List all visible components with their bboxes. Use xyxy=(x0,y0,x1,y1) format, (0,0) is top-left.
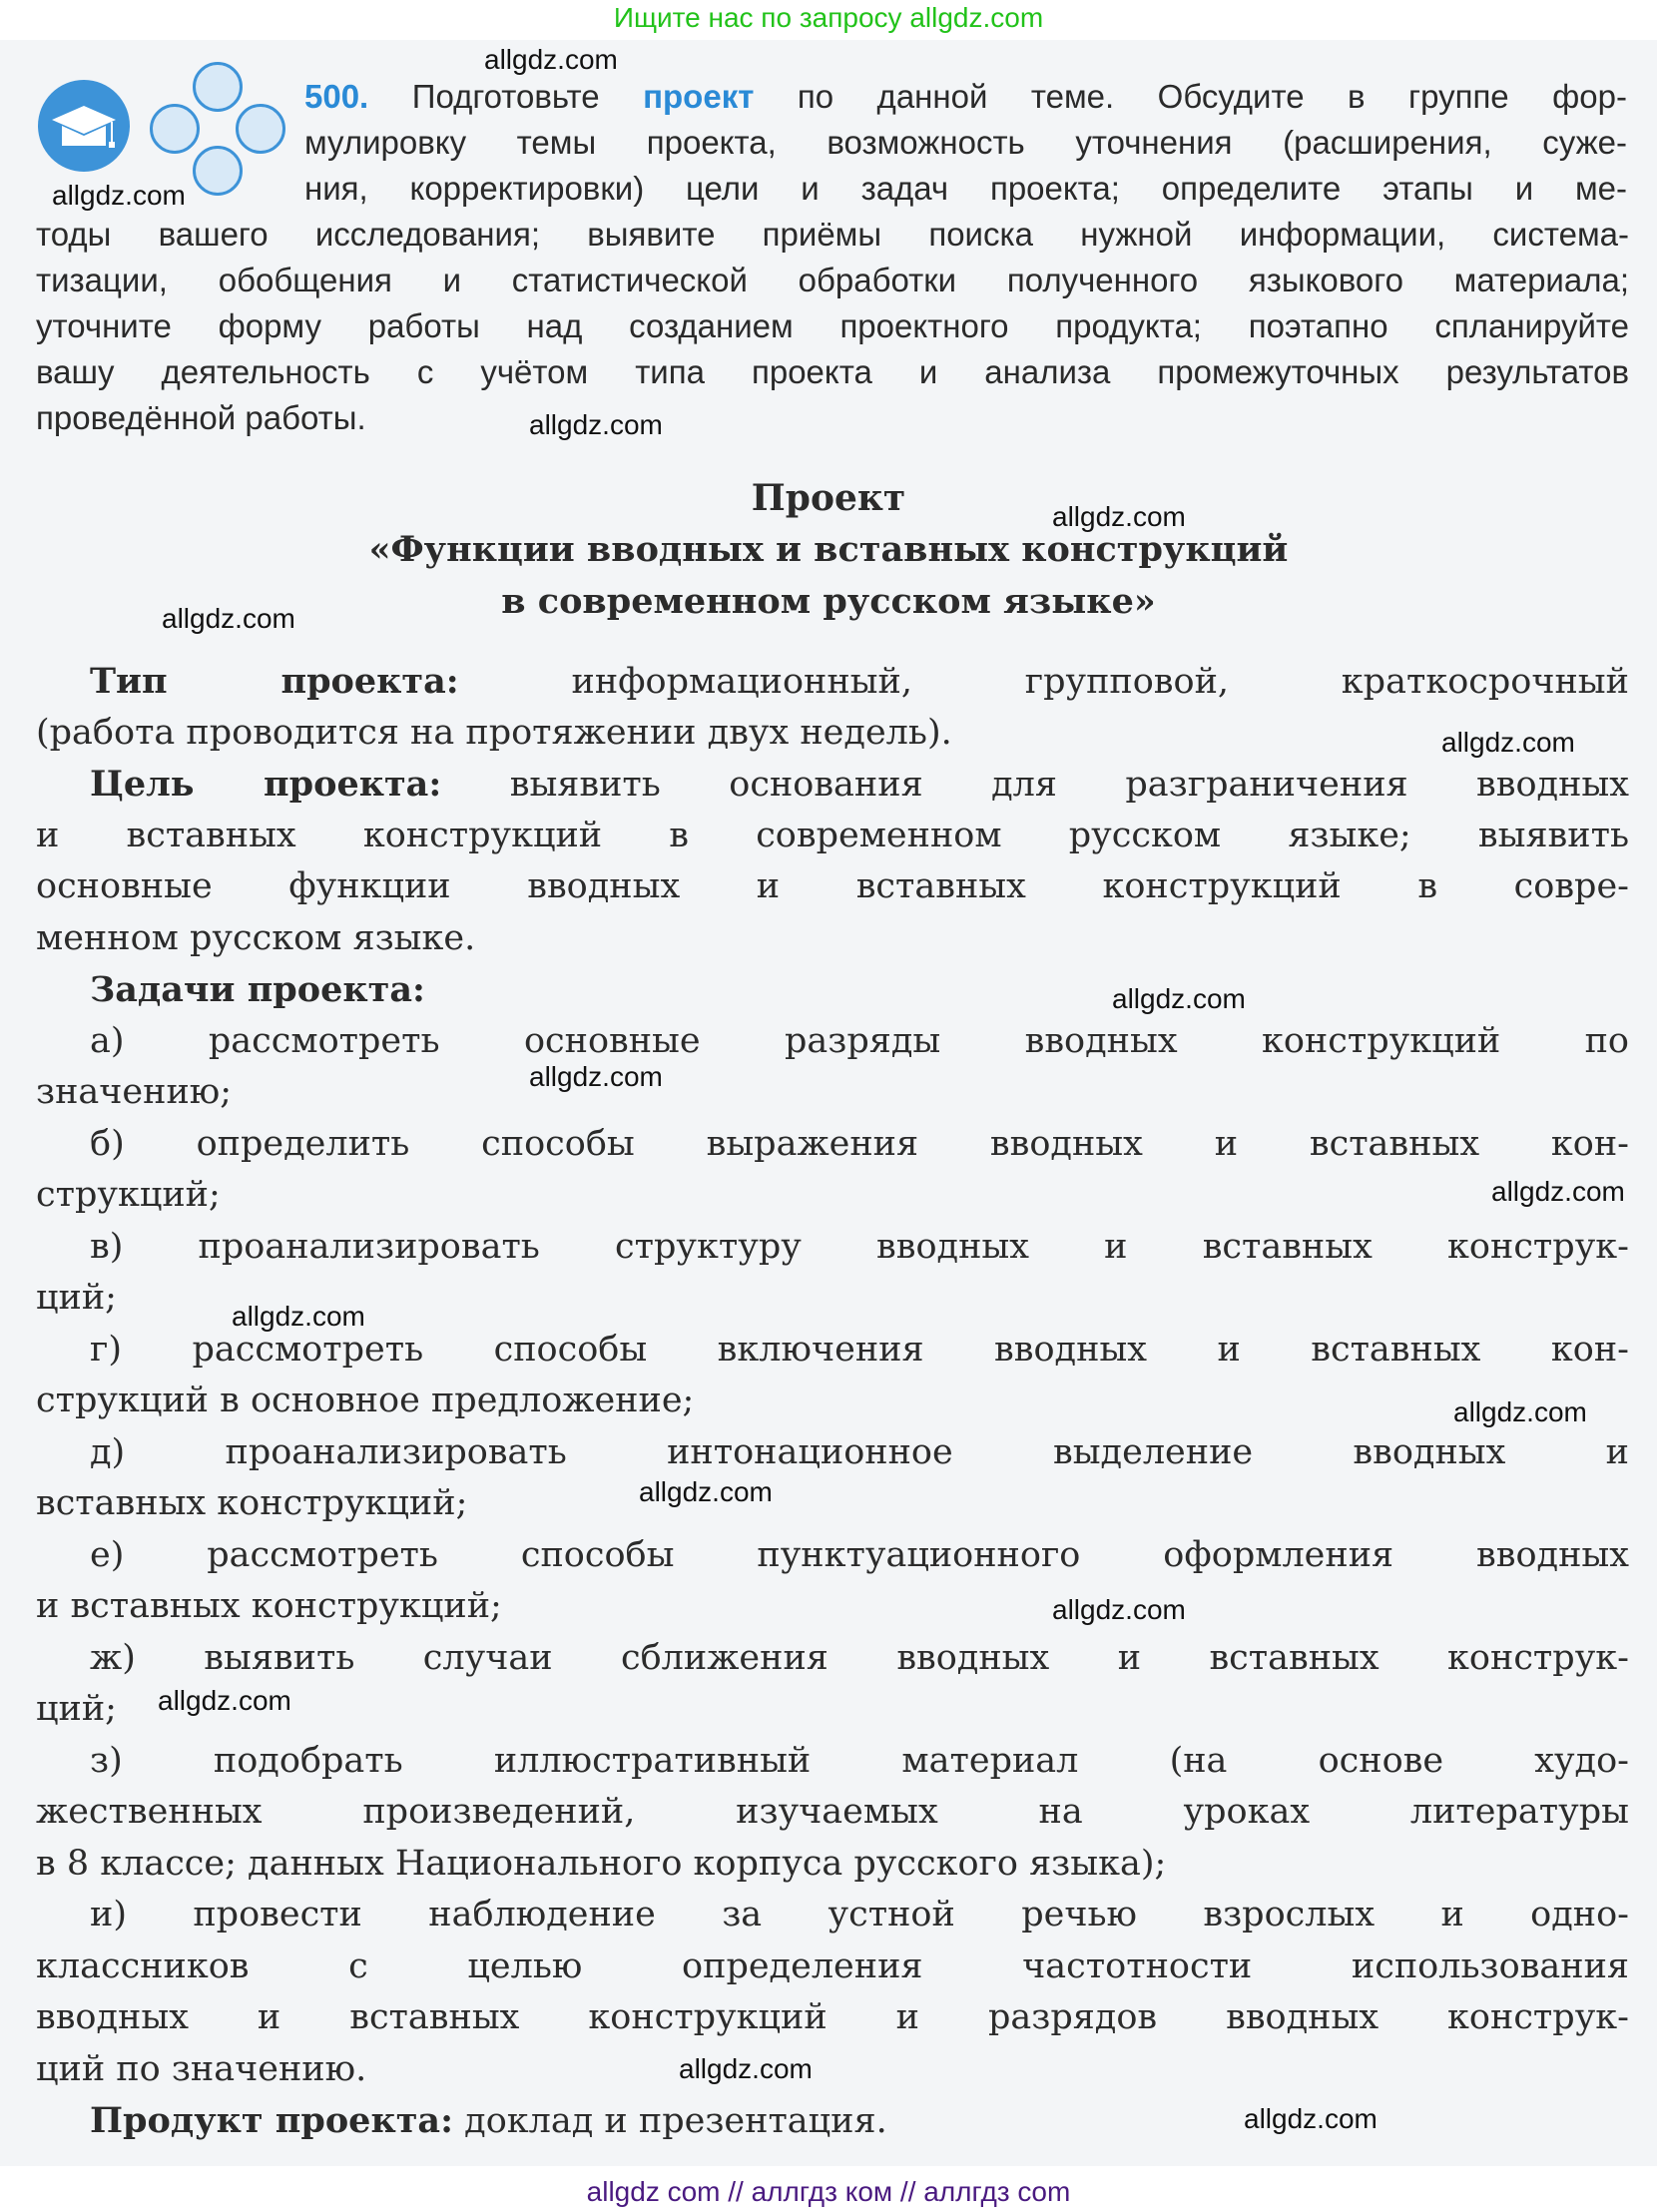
watermark: allgdz.com xyxy=(1244,2103,1378,2134)
task-v: в) проанализировать структуру вводных и вставных конструк- xyxy=(90,1226,1629,1267)
task-zh: ж) выявить случаи сближения вводных и вставных конструк- xyxy=(90,1637,1629,1678)
project-title-line-1: «Функции вводных и вставных конструкций xyxy=(368,529,1289,570)
watermark: allgdz.com xyxy=(162,603,295,634)
top-banner[interactable]: Ищите нас по запросу allgdz.com xyxy=(613,2,1044,33)
watermark: allgdz.com xyxy=(52,180,186,211)
project-heading: Проект xyxy=(751,477,906,519)
exercise-line-3: ния, корректировки) цели и задач проекта; определите этапы и ме- xyxy=(304,170,1627,207)
watermark: allgdz.com xyxy=(529,1061,663,1092)
watermark: allgdz.com xyxy=(529,409,663,440)
bottom-banner[interactable]: allgdz com // аллгдз ком // аллгдз com xyxy=(586,2176,1071,2207)
graduation-cap-icon xyxy=(38,80,130,172)
exercise-line-1: 500. Подготовьте проект по данной теме. Обсудите в группе фор- xyxy=(304,78,1627,115)
exercise-line-2: мулировку темы проекта, возможность уточнения (расширения, суже- xyxy=(304,124,1627,161)
task-e: е) рассмотреть способы пунктуационного оформления вводных xyxy=(90,1534,1629,1575)
watermark: allgdz.com xyxy=(1491,1176,1625,1207)
exercise-number: 500. xyxy=(304,78,369,115)
exercise-line-7: вашу деятельность с учётом типа проекта и анализа промежуточных результатов xyxy=(36,353,1629,390)
watermark: allgdz.com xyxy=(232,1301,365,1332)
task-z: з) подобрать иллюстративный материал (на основе худо- xyxy=(90,1740,1629,1781)
watermark: allgdz.com xyxy=(1052,501,1186,532)
exercise-continued xyxy=(36,212,1629,441)
task-b: б) определить способы выражения вводных и вставных кон- xyxy=(90,1123,1629,1164)
watermark: allgdz.com xyxy=(679,2053,813,2084)
group-discussion-faces-icon xyxy=(150,62,279,192)
watermark: allgdz.com xyxy=(158,1685,291,1716)
task-d: д) проанализировать интонационное выделение вводных и xyxy=(90,1431,1629,1472)
exercise-line-4: тоды вашего исследования; выявите приёмы поиска нужной информации, система- xyxy=(36,216,1629,253)
project-title-line-2: в современном русском языке» xyxy=(501,581,1156,622)
project-tasks-label: Задачи проекта: xyxy=(90,969,425,1010)
watermark: allgdz.com xyxy=(484,44,618,75)
watermark: allgdz.com xyxy=(1453,1396,1587,1427)
task-a: а) рассмотреть основные разряды вводных конструкций по xyxy=(90,1020,1629,1061)
watermark: allgdz.com xyxy=(1112,983,1246,1014)
watermark: allgdz.com xyxy=(1441,727,1575,758)
project-body: Тип проекта: информационный, групповой, краткосрочный (работа проводится на протяжении двух недель). Цель проекта: выявить основания для разграничения вводных и вставных конструкций в современном русском языке; выявить основные функции вводных и вставных конструкций в совре- менном русском языке. Задачи проекта: а) рассмотреть основные разряды вводных конструкций по значению; б) определить способы выражения вводных и вставных кон- струкций; в) проанализировать структуру вводных и вставных конструк- ций; г) рассмотреть способы включения вводных и вставных кон- струкций в основное предложение; д) проанализировать интонационное выделение вводных и вставных конструкций; е) рассмотреть способы пунктуационного оформления вводных и вставных конструкций; ж) выявить случаи сближения вводных и вставных конструк- ций; з) подобрать иллюстративный материал (на основе худо- жественных произведений, изучаемых на уроках литературы в 8 классе; данных Национального корпуса русского языка); и) провести наблюдение за устной речью взрослых и одно- классников с целью определения частотности использования вводных и вставных конструкций и разрядов вводных конструк- ций по значению. Продукт проекта: доклад и презентация. xyxy=(36,656,1629,2147)
exercise-line-6: уточните форму работы над созданием проектного продукта; поэтапно спланируйте xyxy=(36,307,1629,344)
project-product: Продукт проекта: доклад и презентация. xyxy=(90,2100,887,2141)
task-i: и) провести наблюдение за устной речью взрослых и одно- xyxy=(90,1895,1629,1935)
keyword-project: проект xyxy=(643,78,755,115)
watermark: allgdz.com xyxy=(1052,1594,1186,1625)
watermark: allgdz.com xyxy=(639,1476,773,1507)
exercise-500 xyxy=(304,74,1627,212)
project-goal: Цель проекта: выявить основания для разграничения вводных xyxy=(90,764,1629,805)
exercise-line-8: проведённой работы. xyxy=(36,399,366,436)
task-g: г) рассмотреть способы включения вводных и вставных кон- xyxy=(90,1329,1629,1370)
exercise-line-5: тизации, обобщения и статистической обработки полученного языкового материала; xyxy=(36,262,1629,298)
project-type: Тип проекта: информационный, групповой, краткосрочный xyxy=(90,661,1629,702)
